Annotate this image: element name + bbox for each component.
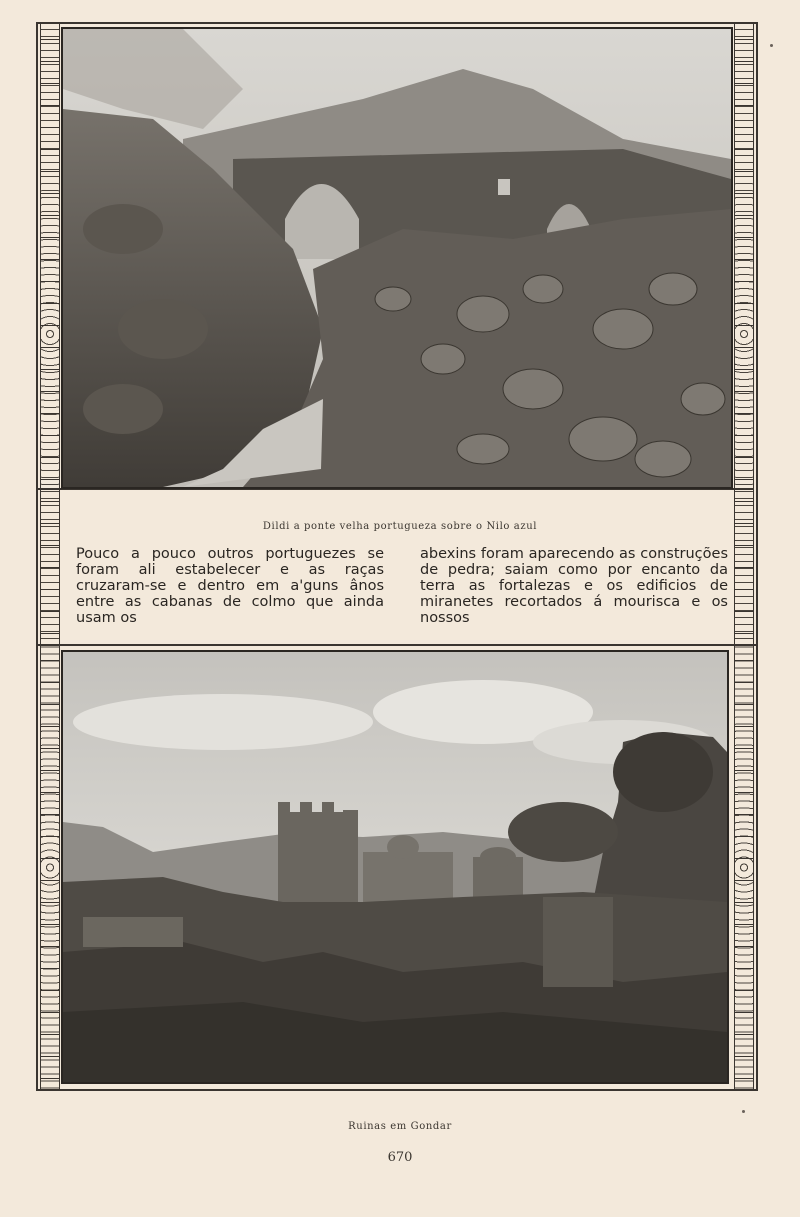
paper-speck: [742, 1110, 745, 1113]
top-photo-caption: Dildi a ponte velha portugueza sobre o Nilo azul: [262, 521, 538, 532]
right-ornamental-border: [734, 646, 754, 1089]
paper-speck: [770, 44, 773, 47]
bottom-photo-caption: Ruinas em Gondar: [348, 1121, 452, 1132]
page-number: 670: [387, 1150, 413, 1165]
left-ornamental-border: [40, 646, 60, 1089]
gondar-ruins-image: [63, 652, 727, 1082]
article-column-left: [76, 546, 384, 626]
article-paragraph-right: abexins foram aparecendo as construções de pedra; saiam como por encanto da terra as fortalezas e os edificios de miranetes recortados á mourisca e os nossos: [420, 546, 728, 626]
bridge-photo: [61, 27, 733, 489]
article-column-right: [420, 546, 728, 626]
gondar-ruins-photo: [61, 650, 729, 1084]
bridge-photo-image: [63, 29, 731, 487]
left-ornamental-border: [40, 24, 60, 644]
article-text: [76, 546, 728, 626]
right-ornamental-border: [734, 24, 754, 644]
article-paragraph-left: Pouco a pouco outros portuguezes se foram ali estabelecer e as raças cruzaram-se e dentro em a'guns ânos entre as cabanas de colmo que ainda usam os: [76, 546, 384, 626]
